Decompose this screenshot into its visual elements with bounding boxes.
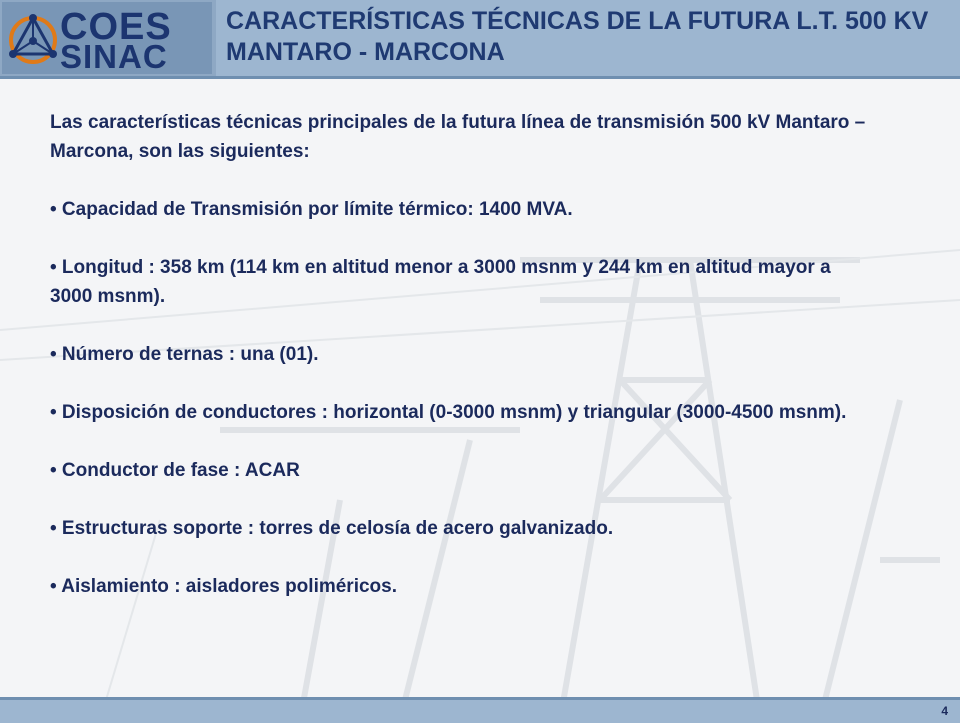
bullet-circuits: • Número de ternas : una (01). (50, 344, 319, 365)
bullet-length: • Longitud : 358 km (114 km en altitud menor a 3000 msnm y 244 km en altitud mayor a 3000 msnm). (50, 257, 831, 307)
slide-title: CARACTERÍSTICAS TÉCNICAS DE LA FUTURA L.T. 500 KV MANTARO - MARCONA (226, 7, 929, 66)
bullet-phase-conductor: • Conductor de fase : ACAR (50, 460, 300, 481)
coes-sinac-logo (2, 2, 212, 74)
page-number: 4 (941, 704, 948, 718)
logo-text-coes: COES (60, 6, 172, 48)
intro-paragraph: Las características técnicas principales de la futura línea de transmisión 500 kV Mantaro – Marcona, son las siguientes: (50, 112, 866, 162)
logo-triangle-icon (8, 10, 58, 66)
header-bar (0, 0, 960, 79)
bullet-insulation: • Aislamiento : aisladores poliméricos. (50, 576, 398, 597)
bullet-capacity: • Capacidad de Transmisión por límite térmico: 1400 MVA. (50, 199, 573, 220)
bullet-support-structures: • Estructuras soporte : torres de celosía de acero galvanizado. (50, 518, 614, 539)
bullet-conductor-arrangement: • Disposición de conductores : horizontal (0-3000 msnm) y triangular (3000-4500 msnm). (50, 402, 847, 423)
slide-content (50, 108, 870, 630)
footer-bar (0, 697, 960, 723)
logo-text-sinac: SINAC (60, 38, 168, 75)
